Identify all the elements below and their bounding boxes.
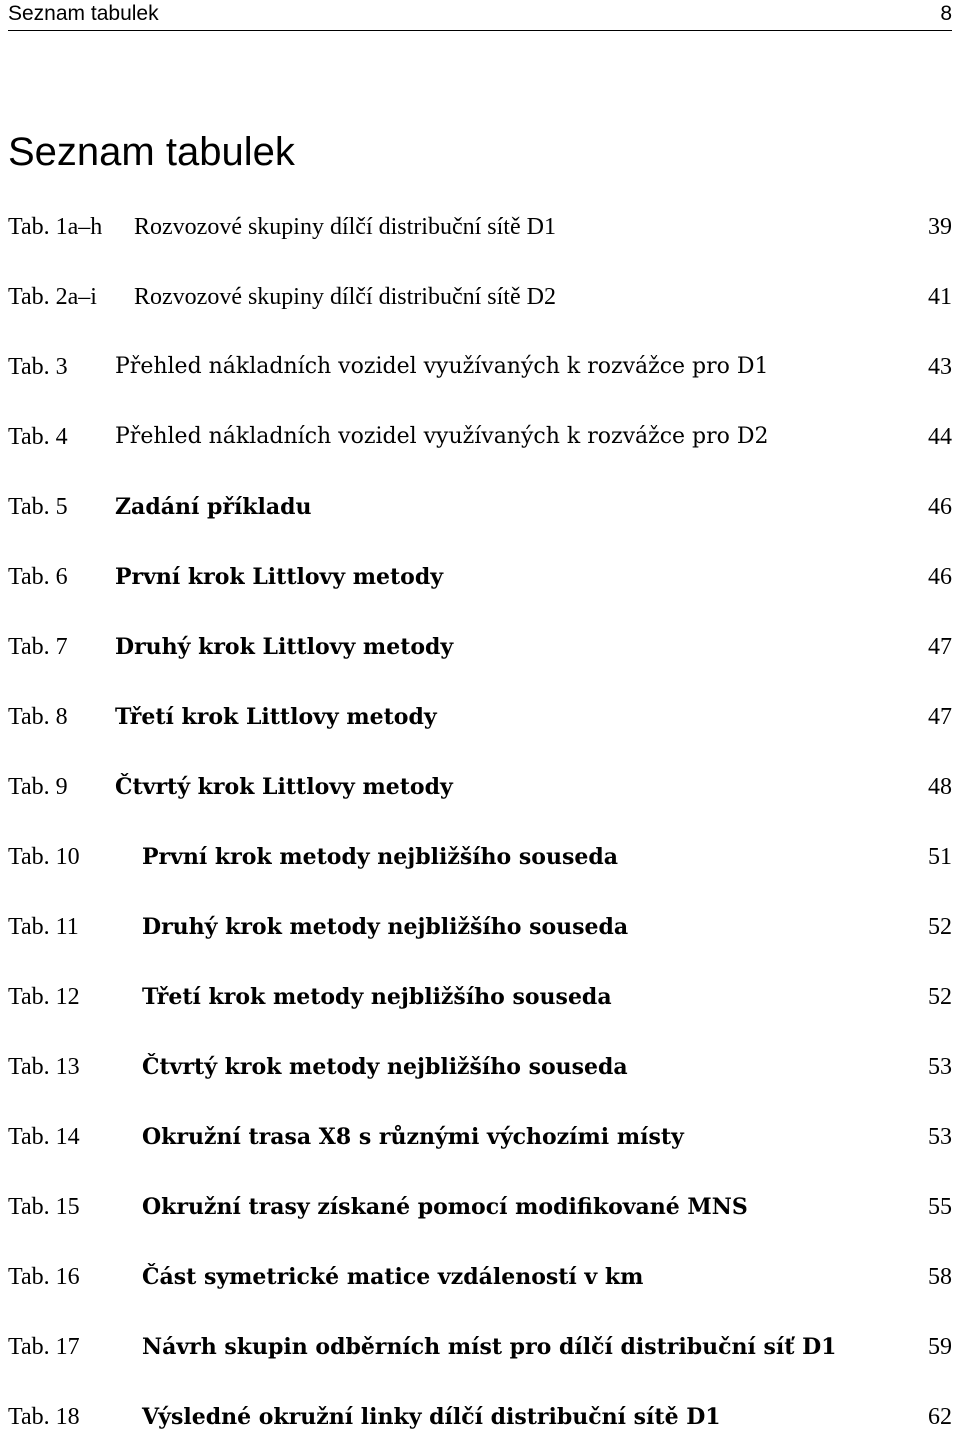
toc-row-tab-17 — [8, 1329, 952, 1365]
toc-row-caption: První krok metody nejbližšího souseda — [142, 844, 618, 870]
toc-row-page: 43 — [928, 354, 952, 380]
toc-row-page: 58 — [928, 1264, 952, 1290]
toc-row-page: 41 — [928, 284, 952, 310]
toc-row-caption: Rozvozové skupiny dílčí distribuční sítě D2 — [134, 284, 556, 310]
toc-row-tab-5 — [8, 489, 952, 525]
toc-row-tab-2 — [8, 279, 952, 315]
toc-row-caption: Čtvrtý krok Littlovy metody — [115, 774, 453, 800]
toc-row-page: 47 — [928, 634, 952, 660]
running-header — [8, 0, 952, 31]
toc-row-tab-16 — [8, 1259, 952, 1295]
toc-row-tab-14 — [8, 1119, 952, 1155]
toc-row-tab-15 — [8, 1189, 952, 1225]
toc-row-caption: Přehled nákladních vozidel využívaných k rozvážce pro D2 — [115, 424, 769, 449]
toc-row-number: Tab. 18 — [8, 1404, 80, 1430]
toc-row-page: 52 — [928, 914, 952, 940]
toc-row-number: Tab. 9 — [8, 774, 68, 800]
toc-row-page: 48 — [928, 774, 952, 800]
toc-row-page: 55 — [928, 1194, 952, 1220]
toc-row-caption: Druhý krok metody nejbližšího souseda — [142, 914, 629, 940]
toc-row-number: Tab. 15 — [8, 1194, 80, 1220]
toc-row-number: Tab. 7 — [8, 634, 68, 660]
toc-row-tab-11 — [8, 909, 952, 945]
toc-row-caption: Třetí krok Littlovy metody — [115, 704, 437, 730]
toc-row-number: Tab. 16 — [8, 1264, 80, 1290]
toc-row-number: Tab. 17 — [8, 1334, 80, 1360]
toc-row-caption: Třetí krok metody nejbližšího souseda — [142, 984, 612, 1010]
toc-row-number: Tab. 11 — [8, 914, 79, 940]
running-header-title: Seznam tabulek — [8, 2, 159, 25]
toc-row-caption: Přehled nákladních vozidel využívaných k rozvážce pro D1 — [115, 354, 769, 379]
toc-row-number: Tab. 14 — [8, 1124, 80, 1150]
toc-row-tab-4 — [8, 419, 952, 455]
toc-row-number: Tab. 1a–h — [8, 214, 103, 240]
toc-row-caption: Okružní trasy získané pomocí modifikované MNS — [142, 1194, 748, 1220]
toc-row-tab-18 — [8, 1399, 952, 1435]
toc-row-tab-8 — [8, 699, 952, 735]
toc-row-caption: Druhý krok Littlovy metody — [115, 634, 454, 660]
toc-row-page: 52 — [928, 984, 952, 1010]
toc-row-page: 39 — [928, 214, 952, 240]
toc-row-number: Tab. 4 — [8, 424, 68, 450]
toc-row-caption: Část symetrické matice vzdáleností v km — [142, 1264, 644, 1290]
toc-row-number: Tab. 2a–i — [8, 284, 97, 310]
toc-row-caption: Zadání příkladu — [115, 494, 312, 520]
toc-row-tab-1 — [8, 209, 952, 245]
toc-row-page: 59 — [928, 1334, 952, 1360]
toc-row-tab-3 — [8, 349, 952, 385]
toc-row-page: 46 — [928, 494, 952, 520]
toc-row-page: 53 — [928, 1054, 952, 1080]
toc-row-number: Tab. 8 — [8, 704, 68, 730]
toc-row-number: Tab. 13 — [8, 1054, 80, 1080]
toc-row-caption: Výsledné okružní linky dílčí distribuční sítě D1 — [142, 1404, 721, 1430]
toc-row-page: 46 — [928, 564, 952, 590]
toc-row-page: 53 — [928, 1124, 952, 1150]
running-header-page-number: 8 — [940, 2, 952, 25]
toc-row-tab-6 — [8, 559, 952, 595]
toc-row-caption: První krok Littlovy metody — [115, 564, 444, 590]
toc-row-page: 44 — [928, 424, 952, 450]
toc-row-number: Tab. 3 — [8, 354, 68, 380]
toc-row-caption: Rozvozové skupiny dílčí distribuční sítě D1 — [134, 214, 556, 240]
toc-row-page: 62 — [928, 1404, 952, 1430]
toc-row-tab-9 — [8, 769, 952, 805]
toc-row-number: Tab. 5 — [8, 494, 68, 520]
toc-row-number: Tab. 12 — [8, 984, 80, 1010]
toc-row-caption: Návrh skupin odběrních míst pro dílčí distribuční síť D1 — [142, 1334, 837, 1360]
toc-row-tab-12 — [8, 979, 952, 1015]
toc-row-number: Tab. 10 — [8, 844, 80, 870]
toc-row-number: Tab. 6 — [8, 564, 68, 590]
toc-row-page: 51 — [928, 844, 952, 870]
toc-row-page: 47 — [928, 704, 952, 730]
page-title: Seznam tabulek — [8, 130, 295, 174]
toc-row-caption: Okružní trasa X8 s různými výchozími místy — [142, 1124, 684, 1150]
toc-row-caption: Čtvrtý krok metody nejbližšího souseda — [142, 1054, 628, 1080]
toc-row-tab-10 — [8, 839, 952, 875]
toc-row-tab-13 — [8, 1049, 952, 1085]
toc-row-tab-7 — [8, 629, 952, 665]
